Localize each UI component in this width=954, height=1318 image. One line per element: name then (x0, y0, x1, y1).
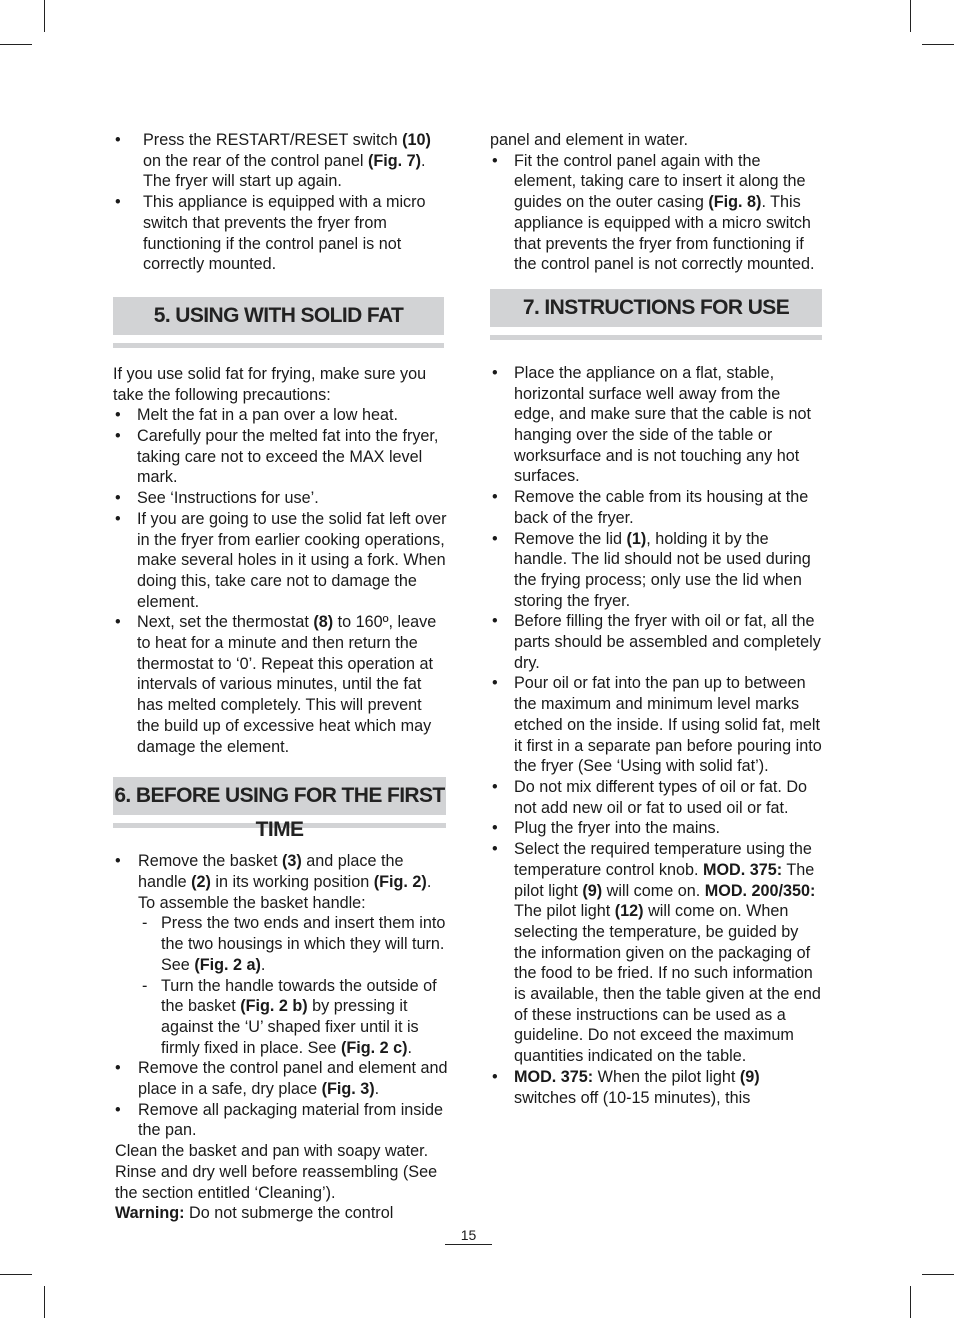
list-item (490, 818, 823, 839)
item-text: Do not submerge the control (184, 1204, 394, 1223)
crop-mark (922, 1274, 954, 1275)
list-item (490, 611, 823, 673)
item-text: will come on. (602, 881, 705, 900)
list-item (113, 1058, 448, 1099)
item-ref: (12) (614, 902, 644, 921)
item-text: When the pilot light (593, 1067, 740, 1086)
list-item (113, 612, 448, 757)
list-item (113, 405, 448, 426)
item-text: The pilot light (514, 860, 815, 900)
item-text: Remove the cable from its housing at the back of the fryer. (514, 488, 809, 527)
list-item (113, 1100, 448, 1141)
item-text: by pressing it against the ‘U’ shaped fixer until it is firmly fixed in place. See (161, 997, 419, 1057)
list-item (113, 851, 448, 1058)
list-item (490, 363, 823, 487)
item-ref: (Fig. 2) (373, 872, 427, 891)
model-label: MOD. 375: (514, 1067, 594, 1086)
crop-mark (922, 44, 954, 45)
item-text: will come on. When selecting the temperature, be guided by the information given on the packaging of the food to be fried. If no such information is available, then the table given at the end of these instructions can be used as a guideline. Do not exceed the maximum quantities indicated on the table. (514, 902, 821, 1066)
list-item (490, 487, 823, 528)
item-text: Pour oil or fat into the pan up to between the maximum and minimum level marks etched on the inside. If using solid fat, melt it first in a separate pan before pouring into the fryer (See ‘Using with solid fat’). (514, 674, 822, 776)
heading-rule (490, 335, 822, 340)
item-text: and place the handle (138, 852, 404, 891)
item-ref: (8) (313, 613, 334, 632)
item-text: This appliance is equipped with a micro switch that prevents the fryer from functioning if the control panel is not correctly mounted. (143, 193, 426, 274)
item-text: . To assemble the basket handle: (138, 872, 432, 912)
bullet-list (490, 363, 823, 1108)
section-heading: 7. INSTRUCTIONS FOR USE (490, 289, 822, 327)
item-ref: (Fig. 3) (321, 1080, 375, 1099)
list-item (490, 839, 823, 1067)
item-text: Remove the control panel and element and place in a safe, dry place (138, 1059, 448, 1099)
item-ref: (1) (626, 529, 647, 548)
crop-mark (0, 44, 32, 45)
list-item (113, 509, 448, 613)
item-text: Turn the handle towards the outside of the basket (161, 976, 437, 1016)
bullet-list (113, 851, 448, 1141)
item-text: Plug the fryer into the mains. (514, 819, 721, 838)
section-heading: 6. BEFORE USING FOR THE FIRST TIME (113, 777, 446, 815)
item-text: to 160º, leave to heat for a minute and then return the thermostat to ‘0’. Repeat this operation at intervals of various minutes, until the fat has melted completely. This will prevent the build up of excessive heat which may damage the element. (137, 613, 437, 756)
right-column (490, 130, 823, 1108)
model-label: MOD. 200/350: (704, 881, 816, 900)
item-text: If you are going to use the solid fat left over in the fryer from earlier cooking operations, make several holes in it using a fork. When doing this, take care not to damage the element. (137, 509, 447, 611)
item-text: The pilot light (514, 902, 615, 921)
item-ref: (Fig. 2 a) (194, 955, 261, 974)
bullet-list (490, 151, 823, 275)
list-item (490, 529, 823, 612)
crop-mark (0, 1274, 32, 1275)
section-5 (113, 297, 448, 757)
section-heading: 5. USING WITH SOLID FAT (113, 297, 444, 335)
crop-mark (44, 1286, 45, 1318)
list-item (490, 1067, 823, 1108)
crop-mark (44, 0, 45, 32)
item-text: Remove all packaging material from inside the pan. (138, 1100, 444, 1140)
list-item (113, 130, 448, 192)
list-item (113, 488, 448, 509)
item-text: , holding it by the handle. The lid should not be used during the frying process; only use the lid when storing the fryer. (514, 529, 811, 610)
item-text: Press the RESTART/RESET switch (143, 131, 403, 149)
item-ref: (Fig. 8) (708, 193, 762, 212)
item-text: Remove the basket (138, 852, 282, 871)
item-text: Press the two ends and insert them into the two housings in which they will turn. See (161, 914, 446, 974)
heading-rule (113, 343, 444, 348)
item-text: switches off (10-15 minutes), this (514, 1088, 751, 1107)
sub-list-item (138, 976, 448, 1059)
item-ref: (Fig. 2 b) (240, 997, 308, 1016)
paragraph (113, 1141, 448, 1224)
item-text: Before filling the fryer with oil or fat, all the parts should be assembled and completely dry. (514, 612, 821, 672)
continuation-text: panel and element in water. (490, 131, 688, 149)
item-ref: (10) (402, 131, 431, 149)
item-ref: (Fig. 7) (367, 151, 422, 170)
list-item (490, 673, 823, 777)
item-text: Remove the lid (514, 529, 627, 548)
item-text: . The fryer will start up again. (143, 151, 426, 191)
item-ref: (2) (191, 872, 211, 891)
item-text: . This appliance is equipped with a micro switch that prevents the fryer from functioning if the control panel is not correctly mounted. (514, 193, 815, 274)
list-item (113, 192, 448, 275)
bullet-list (113, 405, 448, 757)
item-text: Place the appliance on a flat, stable, horizontal surface well away from the edge, and make sure that the cable is not hanging over the side of the table or worksurface and is not touching any hot surfaces. (514, 363, 811, 486)
item-ref: (Fig. 2 c) (340, 1038, 408, 1057)
item-text: Do not mix different types of oil or fat. Do not add new oil or fat to used oil or fat. (514, 777, 808, 817)
item-text: . (260, 955, 266, 974)
item-text: Melt the fat in a pan over a low heat. (137, 406, 398, 425)
item-text: See ‘Instructions for use’. (137, 489, 319, 508)
model-label: MOD. 375: (702, 860, 783, 879)
left-column (113, 130, 448, 1224)
warning-label: Warning: (115, 1204, 185, 1223)
crop-mark (910, 1286, 911, 1318)
list-item (490, 151, 823, 275)
section-6 (113, 777, 448, 1224)
section-7 (490, 289, 823, 1108)
item-ref: (9) (739, 1067, 760, 1086)
item-ref: (3) (281, 852, 302, 871)
crop-mark (910, 0, 911, 32)
item-text: in its working position (210, 872, 374, 891)
sub-list (138, 913, 448, 1058)
item-text: Select the required temperature using the temperature control knob. (514, 840, 812, 879)
list-item (113, 426, 448, 488)
intro-list (113, 130, 448, 275)
item-ref: (9) (582, 881, 603, 900)
sub-list-item (138, 913, 448, 975)
list-item (490, 777, 823, 818)
item-text: Clean the basket and pan with soapy water. Rinse and dry well before reassembling (See the section entitled ‘Cleaning’). (115, 1142, 438, 1202)
item-text: . (407, 1038, 412, 1057)
page-number: 15 (445, 1226, 492, 1245)
item-text: . (374, 1080, 380, 1099)
item-text: Fit the control panel again with the element, taking care to insert it along the guides on the outer casing (514, 151, 806, 212)
item-text: Next, set the thermostat (137, 613, 314, 632)
item-text: Carefully pour the melted fat into the fryer, taking care not to exceed the MAX level mark. (137, 427, 439, 487)
item-text: on the rear of the control panel (143, 151, 368, 170)
section-intro: If you use solid fat for frying, make sure you take the following precautions: (113, 364, 427, 404)
